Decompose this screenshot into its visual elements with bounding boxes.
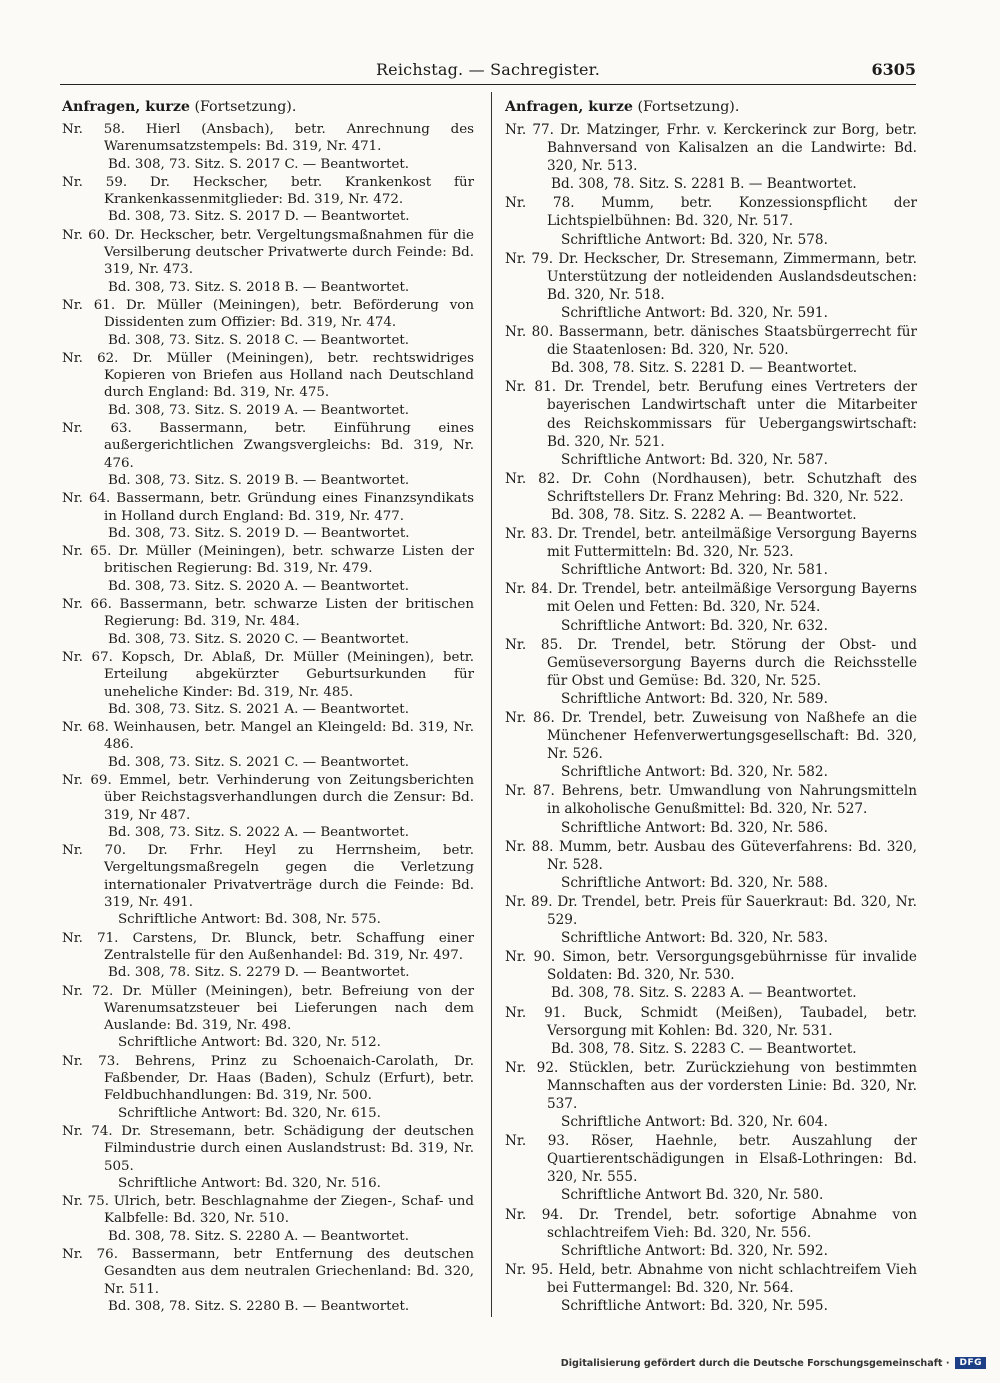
left-heading-rest: (Fortsetzung).	[189, 99, 297, 115]
index-entry	[505, 948, 917, 1002]
entry-number: Nr. 95.	[505, 1261, 554, 1278]
entry-text: Weinhausen, betr. Mangel an Kleingeld: Bd. 319, Nr. 486.	[104, 720, 474, 753]
entry-outcome: Schriftliche Antwort Bd. 320, Nr. 580.	[561, 1187, 824, 1204]
entry-number: Nr. 78.	[505, 195, 575, 212]
entry-text: Dr. Matzinger, Frhr. v. Kerckerinck zur Borg, betr. Bahnversand von Kalisalzen an die Landwirte: Bd. 320, Nr. 513.	[547, 122, 917, 175]
entry-outcome: Schriftliche Antwort: Bd. 320, Nr. 578.	[561, 231, 828, 248]
index-entry	[62, 772, 474, 841]
entry-outcome: Schriftliche Antwort: Bd. 320, Nr. 632.	[561, 617, 828, 634]
entry-text: Dr. Heckscher, Dr. Stresemann, Zimmermann, betr. Unterstützung der notleidenden Auslandsdeutschen: Bd. 320, Nr. 518.	[547, 250, 917, 303]
entry-number: Nr. 62.	[62, 350, 119, 366]
left-column	[62, 98, 474, 1316]
index-entry	[505, 1206, 917, 1260]
entry-outcome: Schriftliche Antwort: Bd. 320, Nr. 581.	[561, 562, 828, 579]
entry-number: Nr. 90.	[505, 949, 556, 966]
entry-number: Nr. 59.	[62, 174, 128, 190]
entry-number: Nr. 60.	[62, 227, 110, 243]
entry-number: Nr. 82.	[505, 470, 560, 487]
entry-number: Nr. 87.	[505, 783, 555, 800]
entry-outcome: Schriftliche Antwort: Bd. 320, Nr. 582.	[561, 764, 828, 781]
index-entry	[62, 842, 474, 928]
entry-number: Nr. 93.	[505, 1133, 570, 1150]
entry-number: Nr. 94.	[505, 1206, 564, 1223]
entry-text: Hierl (Ansbach), betr. Anrechnung des Warenumsatzstempels: Bd. 319, Nr. 471.	[104, 122, 474, 155]
entry-outcome: Bd. 308, 73. Sitz. S. 2017 C. — Beantwortet.	[108, 156, 410, 172]
entry-text: Dr. Trendel, betr. anteilmäßige Versorgung Bayerns mit Oelen und Fetten: Bd. 320, Nr. 524.	[547, 581, 917, 616]
entry-number: Nr. 73.	[62, 1053, 120, 1069]
entry-text: Carstens, Dr. Blunck, betr. Schaffung einer Zentralstelle für den Außenhandel: Bd. 319, Nr. 497.	[104, 930, 474, 963]
index-entry	[505, 378, 917, 468]
entry-text: Dr. Müller (Meiningen), betr. rechtswidriges Kopieren von Briefen aus Holland nach Deutschland durch England: Bd. 319, Nr. 475.	[104, 350, 474, 401]
entry-outcome: Schriftliche Antwort: Bd. 320, Nr. 589.	[561, 690, 828, 707]
entry-outcome: Bd. 308, 78. Sitz. S. 2280 B. — Beantwortet.	[108, 1298, 410, 1314]
index-entry	[62, 596, 474, 648]
entry-text: Stücklen, betr. Zurückziehung von bestimmten Mannschaften aus der vordersten Linie: Bd. 320, Nr. 537.	[547, 1059, 917, 1112]
index-entry	[505, 782, 917, 836]
index-entry	[505, 525, 917, 579]
entry-number: Nr. 91.	[505, 1004, 566, 1021]
entry-outcome: Bd. 308, 73. Sitz. S. 2019 B. — Beantwortet.	[108, 472, 410, 488]
entry-text: Bassermann, betr. Einführung eines außergerichtlichen Zwangsvergleichs: Bd. 319, Nr. 476.	[104, 421, 474, 471]
entry-text: Buck, Schmidt (Meißen), Taubadel, betr. Versorgung mit Kohlen: Bd. 320, Nr. 531.	[547, 1004, 917, 1039]
entry-number: Nr. 75.	[62, 1194, 109, 1210]
entry-outcome: Bd. 308, 78. Sitz. S. 2281 B. — Beantwortet.	[551, 176, 857, 193]
entry-text: Dr. Trendel, betr. Störung der Obst- und Gemüseversorgung Bayerns durch die Reichsstelle für Obst und Gemüse: Bd. 320, Nr. 525.	[547, 636, 917, 689]
entry-text: Emmel, betr. Verhinderung von Zeitungsberichten über Reichstagsverhandlungen durch die Zensur: Bd. 319, Nr 487.	[104, 772, 474, 823]
index-entry	[62, 930, 474, 982]
entry-text: Dr. Cohn (Nordhausen), betr. Schutzhaft des Schriftstellers Dr. Franz Mehring: Bd. 320, Nr. 522.	[547, 470, 917, 505]
index-entry	[62, 1193, 474, 1245]
entry-outcome: Schriftliche Antwort: Bd. 320, Nr. 591.	[561, 304, 828, 321]
entry-outcome: Schriftliche Antwort: Bd. 320, Nr. 587.	[561, 451, 828, 468]
index-entry	[505, 1004, 917, 1058]
entry-outcome: Schriftliche Antwort: Bd. 320, Nr. 586.	[561, 819, 828, 836]
index-entry	[62, 350, 474, 419]
index-entry	[505, 636, 917, 708]
right-column	[505, 98, 917, 1316]
right-heading-bold: Anfragen, kurze	[505, 99, 633, 115]
entry-text: Dr. Müller (Meiningen), betr. Befreiung von der Warenumsatzsteuer bei Lieferungen nach dem Auslande: Bd. 319, Nr. 498.	[104, 983, 474, 1034]
entry-outcome: Bd. 308, 73. Sitz. S. 2020 A. — Beantwortet.	[108, 578, 409, 594]
entry-outcome: Schriftliche Antwort: Bd. 320, Nr. 595.	[561, 1298, 828, 1314]
index-entry	[505, 709, 917, 781]
entry-text: Dr. Müller (Meiningen), betr. Beförderung von Dissidenten zum Offizier: Bd. 319, Nr. 474.	[104, 297, 474, 331]
entry-number: Nr. 92.	[505, 1059, 559, 1076]
left-heading-bold: Anfragen, kurze	[62, 99, 190, 115]
entry-text: Dr. Trendel, betr. Berufung eines Vertreters der bayerischen Landwirtschaft unter die Mitarbeiter des Reichskommissars für Uebergangswirtschaft: Bd. 320, Nr. 521.	[547, 379, 917, 450]
entry-number: Nr. 64.	[62, 491, 111, 507]
entry-number: Nr. 76.	[62, 1247, 118, 1262]
entry-outcome: Bd. 308, 73. Sitz. S. 2018 B. — Beantwortet.	[108, 279, 410, 295]
entry-outcome: Schriftliche Antwort: Bd. 320, Nr. 615.	[118, 1105, 381, 1121]
index-entry	[505, 1059, 917, 1131]
entry-outcome: Bd. 308, 78. Sitz. S. 2283 C. — Beantwortet.	[551, 1040, 857, 1057]
entry-number: Nr. 79.	[505, 250, 554, 267]
entry-outcome: Bd. 308, 78. Sitz. S. 2280 A. — Beantwortet.	[108, 1228, 409, 1244]
entry-outcome: Bd. 308, 73. Sitz. S. 2017 D. — Beantwortet.	[108, 209, 410, 225]
entry-number: Nr. 80.	[505, 324, 554, 341]
entry-number: Nr. 67.	[62, 649, 113, 665]
entry-outcome: Bd. 308, 78. Sitz. S. 2283 A. — Beantwortet.	[551, 985, 857, 1002]
running-title: Reichstag. — Sachregister.	[375, 60, 601, 79]
entry-text: Dr. Trendel, betr. anteilmäßige Versorgung Bayerns mit Futtermitteln: Bd. 320, Nr. 523.	[547, 526, 917, 561]
entry-outcome: Schriftliche Antwort: Bd. 320, Nr. 592.	[561, 1242, 828, 1259]
index-entry	[505, 838, 917, 892]
entry-text: Mumm, betr. Ausbau des Güteverfahrens: Bd. 320, Nr. 528.	[547, 838, 917, 873]
entry-outcome: Bd. 308, 73. Sitz. S. 2021 C. — Beantwortet.	[108, 754, 410, 770]
page-number: 6305	[871, 60, 916, 79]
entry-outcome: Bd. 308, 73. Sitz. S. 2022 A. — Beantwortet.	[108, 824, 409, 840]
right-column-heading	[505, 98, 917, 117]
index-entry	[62, 297, 474, 349]
index-entry	[62, 983, 474, 1052]
entry-outcome: Schriftliche Antwort: Bd. 308, Nr. 575.	[118, 912, 381, 928]
entry-outcome: Schriftliche Antwort: Bd. 320, Nr. 516.	[118, 1175, 381, 1191]
entry-outcome: Bd. 308, 78. Sitz. S. 2279 D. — Beantwortet.	[108, 965, 410, 981]
digitization-footer	[561, 1355, 986, 1371]
entry-text: Held, betr. Abnahme von nicht schlachtreifem Vieh bei Futtermangel: Bd. 320, Nr. 564.	[547, 1261, 917, 1296]
index-entry	[62, 1246, 474, 1315]
index-entry	[505, 194, 917, 248]
entry-number: Nr. 85.	[505, 636, 563, 653]
right-heading-rest: (Fortsetzung).	[632, 99, 740, 115]
entry-text: Bassermann, betr Entfernung des deutschen Gesandten aus dem neutralen Griechenland: Bd. 320, Nr. 511.	[104, 1247, 474, 1297]
entry-outcome: Bd. 308, 73. Sitz. S. 2019 D. — Beantwortet.	[108, 525, 410, 541]
running-header	[60, 58, 916, 82]
entry-text: Dr. Müller (Meiningen), betr. schwarze Listen der britischen Regierung: Bd. 319, Nr. 479.	[104, 544, 474, 577]
entry-outcome: Schriftliche Antwort: Bd. 320, Nr. 588.	[561, 874, 828, 891]
entry-number: Nr. 68.	[62, 720, 109, 736]
entry-number: Nr. 72.	[62, 983, 114, 999]
index-entry	[62, 649, 474, 718]
entry-text: Mumm, betr. Konzessionspflicht der Lichtspielbühnen: Bd. 320, Nr. 517.	[547, 195, 917, 230]
entry-text: Dr. Heckscher, betr. Krankenkost für Krankenkassenmitglieder: Bd. 319, Nr. 472.	[104, 174, 474, 208]
entry-text: Behrens, betr. Umwandlung von Nahrungsmitteln in alkoholische Genußmittel: Bd. 320, Nr. 527.	[547, 783, 917, 818]
entry-outcome: Schriftliche Antwort: Bd. 320, Nr. 583.	[561, 930, 828, 947]
index-entry	[62, 490, 474, 542]
entry-number: Nr. 83.	[505, 526, 553, 543]
entry-number: Nr. 61.	[62, 297, 116, 313]
entry-text: Bassermann, betr. dänisches Staatsbürgerrecht für die Staatenlosen: Bd. 320, Nr. 520.	[547, 324, 917, 359]
entry-number: Nr. 89.	[505, 893, 553, 910]
index-entry	[505, 1261, 917, 1315]
index-entry	[62, 1053, 474, 1122]
entry-text: Dr. Frhr. Heyl zu Herrnsheim, betr. Vergeltungsmaßregeln gegen die Verletzung internationaler Privatverträge durch die Feinde: Bd. 319, Nr. 491.	[104, 843, 474, 911]
index-entry	[505, 470, 917, 524]
footer-credit: Digitalisierung gefördert durch die Deutsche Forschungsgemeinschaft ·	[560, 1357, 950, 1369]
dfg-logo: DFG	[955, 1357, 986, 1369]
index-entry	[505, 323, 917, 377]
entry-number: Nr. 71.	[62, 930, 119, 946]
entry-text: Bassermann, betr. schwarze Listen der britischen Regierung: Bd. 319, Nr. 484.	[104, 597, 474, 630]
entry-outcome: Bd. 308, 78. Sitz. S. 2281 D. — Beantwortet.	[551, 360, 858, 377]
index-entry	[505, 1132, 917, 1204]
entry-outcome: Bd. 308, 73. Sitz. S. 2018 C. — Beantwortet.	[108, 332, 410, 348]
entry-number: Nr. 88.	[505, 838, 554, 855]
entry-number: Nr. 58.	[62, 122, 126, 137]
entry-number: Nr. 81.	[505, 379, 557, 396]
entry-text: Dr. Trendel, betr. Zuweisung von Naßhefe an die Münchener Hefenverwertungsgesellschaft: Bd. 320, Nr. 526.	[547, 710, 917, 763]
column-divider	[491, 92, 492, 1317]
index-entry	[62, 420, 474, 489]
entry-text: Dr. Heckscher, betr. Vergeltungsmaßnahmen für die Versilberung deutscher Privatwerte durch Feinde: Bd. 319, Nr. 473.	[104, 227, 474, 278]
entry-number: Nr. 66.	[62, 597, 112, 613]
entry-text: Kopsch, Dr. Ablaß, Dr. Müller (Meiningen), betr. Erteilung abgekürzter Geburtsurkunden für uneheliche Kinder: Bd. 319, Nr. 485.	[104, 649, 474, 700]
entry-number: Nr. 86.	[505, 710, 555, 726]
entry-text: Bassermann, betr. Gründung eines Finanzsyndikats in Holland durch England: Bd. 319, Nr. 477.	[104, 491, 474, 524]
index-entry	[62, 1123, 474, 1192]
index-entry	[62, 719, 474, 771]
entry-outcome: Schriftliche Antwort: Bd. 320, Nr. 512.	[118, 1035, 381, 1051]
entry-text: Dr. Stresemann, betr. Schädigung der deutschen Filmindustrie durch einen Auslandstrust: Bd. 319, Nr. 505.	[104, 1123, 474, 1174]
index-entry	[62, 174, 474, 226]
entry-text: Röser, Haehnle, betr. Auszahlung der Quartierentschädigungen in Elsaß-Lothringen: Bd. 320, Nr. 555.	[547, 1133, 917, 1186]
entry-number: Nr. 69.	[62, 772, 112, 788]
entry-text: Behrens, Prinz zu Schoenaich-Carolath, Dr. Faßbender, Dr. Haas (Baden), Schulz (Erfurt), betr. Feldbuchhandlungen: Bd. 319, Nr. 500.	[104, 1053, 474, 1104]
index-entry	[505, 121, 917, 193]
index-entry	[62, 543, 474, 595]
left-column-heading	[62, 98, 474, 117]
entry-outcome: Bd. 308, 73. Sitz. S. 2019 A. — Beantwortet.	[108, 402, 409, 418]
index-entry	[62, 121, 474, 173]
index-entry	[505, 580, 917, 634]
entry-number: Nr. 65.	[62, 544, 112, 560]
index-entry	[62, 227, 474, 296]
header-rule	[60, 84, 916, 85]
entry-outcome: Schriftliche Antwort: Bd. 320, Nr. 604.	[561, 1114, 828, 1131]
entry-number: Nr. 77.	[505, 122, 554, 138]
entry-outcome: Bd. 308, 78. Sitz. S. 2282 A. — Beantwortet.	[551, 506, 857, 523]
entry-outcome: Bd. 308, 73. Sitz. S. 2020 C. — Beantwortet.	[108, 631, 410, 647]
entry-text: Dr. Trendel, betr. sofortige Abnahme von schlachtreifem Vieh: Bd. 320, Nr. 556.	[547, 1206, 917, 1241]
entry-text: Simon, betr. Versorgungsgebührnisse für invalide Soldaten: Bd. 320, Nr. 530.	[547, 949, 917, 984]
index-entry	[505, 893, 917, 947]
entry-text: Ulrich, betr. Beschlagnahme der Ziegen-, Schaf- und Kalbfelle: Bd. 320, Nr. 510.	[104, 1194, 474, 1227]
entry-text: Dr. Trendel, betr. Preis für Sauerkraut: Bd. 320, Nr. 529.	[547, 893, 917, 929]
entry-number: Nr. 84.	[505, 581, 553, 598]
entry-number: Nr. 70.	[62, 843, 126, 859]
entry-number: Nr. 74.	[62, 1123, 113, 1139]
index-entry	[505, 250, 917, 322]
entry-outcome: Bd. 308, 73. Sitz. S. 2021 A. — Beantwortet.	[108, 701, 409, 717]
entry-number: Nr. 63.	[62, 421, 132, 437]
